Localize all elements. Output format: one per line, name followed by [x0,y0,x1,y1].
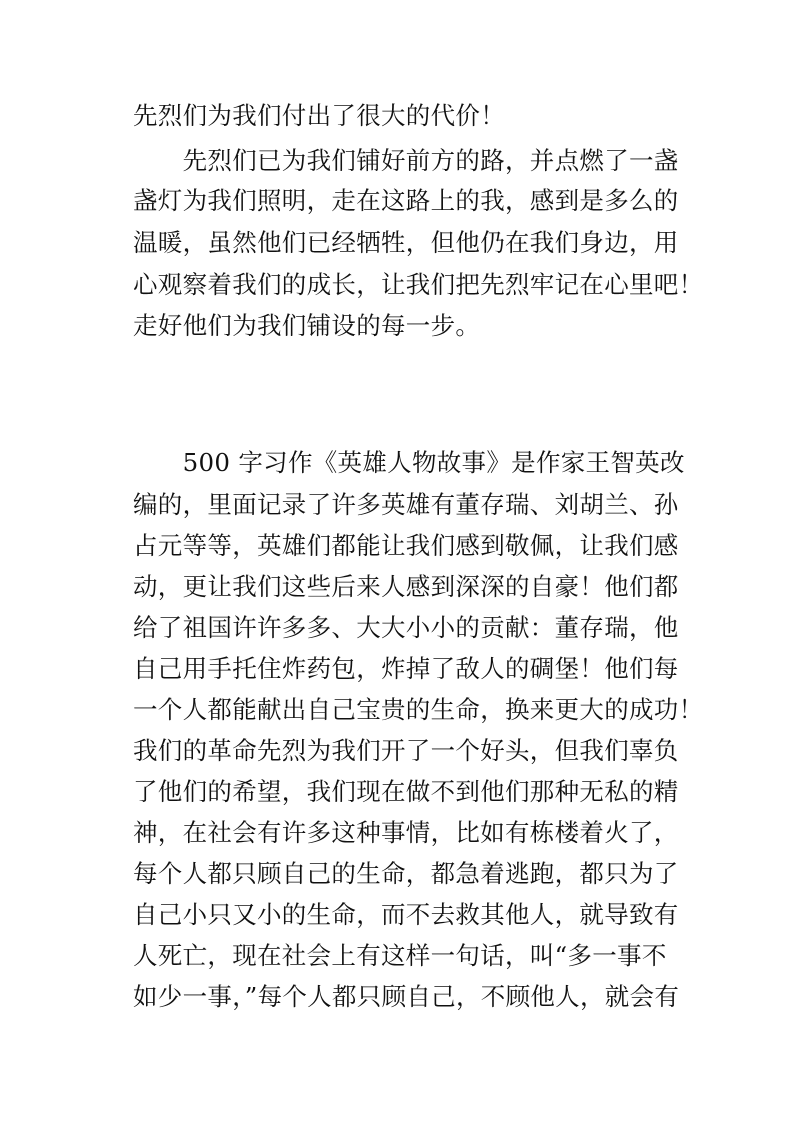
paragraph-3-line-1: 500 字习作《英雄人物故事》是作家王智英改 [133,448,685,477]
paragraph-2-line-5: 走好他们为我们铺设的每一步。 [133,311,481,340]
paragraph-3-line-5: 给了祖国许许多多、大大小小的贡献：董存瑞，他 [133,613,679,642]
paragraph-3-line-7: 一个人都能献出自己宝贵的生命，换来更大的成功！ [133,695,704,724]
paragraph-3-line-14: 如少一事，”每个人都只顾自己，不顾他人，就会有 [133,982,680,1011]
paragraph-3-line-8: 我们的革命先烈为我们开了一个好头，但我们辜负 [133,736,679,765]
paragraph-3-line-11: 每个人都只顾自己的生命，都急着逃跑，都只为了 [133,859,679,888]
paragraph-2-line-1: 先烈们已为我们铺好前方的路，并点燃了一盏 [133,146,679,175]
paragraph-3-line-2: 编的，里面记录了许多英雄有董存瑞、刘胡兰、孙 [133,490,679,519]
paragraph-3-line-9: 了他们的希望，我们现在做不到他们那种无私的精 [133,777,679,806]
paragraph-3-line-13: 人死亡，现在社会上有这样一句话，叫“多一事不 [133,941,667,970]
paragraph-3-line-4: 动，更让我们这些后来人感到深深的自豪！他们都 [133,572,679,601]
paragraph-3-line-3: 占元等等，英雄们都能让我们感到敬佩，让我们感 [133,531,679,560]
paragraph-2-line-2: 盏灯为我们照明，走在这路上的我，感到是多么的 [133,186,679,215]
paragraph-3-line-6: 自己用手托住炸药包，炸掉了敌人的碉堡！他们每 [133,654,679,683]
paragraph-3-line-10: 神，在社会有许多这种事情，比如有栋楼着火了， [133,818,679,847]
paragraph-2-line-3: 温暖，虽然他们已经牺牲，但他仍在我们身边，用 [133,228,679,257]
paragraph-2-line-4: 心观察着我们的成长，让我们把先烈牢记在心里吧！ [133,270,704,299]
paragraph-1-line-1: 先烈们为我们付出了很大的代价！ [133,101,505,130]
paragraph-3-line-12: 自己小只又小的生命，而不去救其他人，就导致有 [133,900,679,929]
